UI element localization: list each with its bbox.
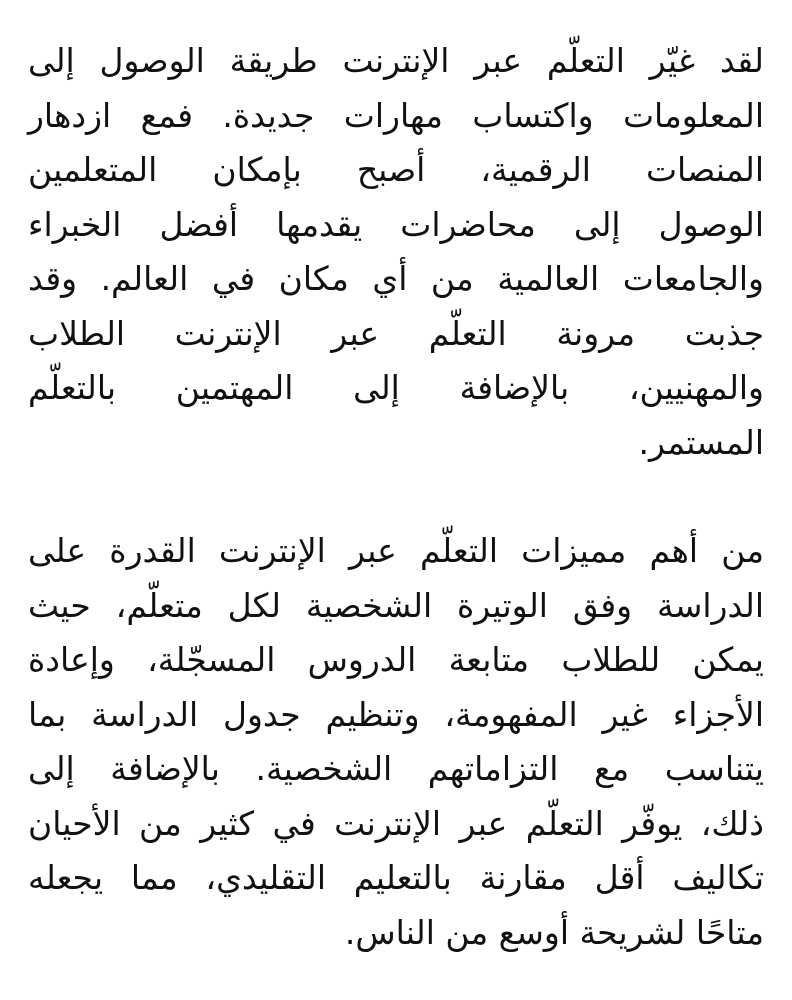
paragraph-spacer (28, 470, 764, 524)
paragraph-1 (28, 34, 764, 470)
article-body (28, 34, 764, 960)
paragraph-line: متاحًا لشريحة أوسع من الناس. (344, 912, 764, 952)
paragraph-line: لقد غيّر التعلّم عبر الإنترنت طريقة الوصول إلى (28, 41, 764, 80)
paragraph-line: ذلك، يوفّر التعلّم عبر الإنترنت في كثير من الأحيان (28, 803, 764, 843)
paragraph-line: المستمر. (638, 422, 764, 462)
paragraph-line: جذبت مرونة التعلّم عبر الإنترنت الطلاب (28, 313, 764, 353)
paragraph-line: المعلومات واكتساب مهارات جديدة. فمع ازدهار (28, 95, 764, 135)
paragraph-line: من أهم مميزات التعلّم عبر الإنترنت القدرة على (28, 531, 764, 570)
paragraph-2 (28, 524, 764, 960)
paragraph-line: يمكن للطلاب متابعة الدروس المسجّلة، وإعادة (28, 640, 764, 679)
paragraph-line: تكاليف أقل مقارنة بالتعليم التقليدي، مما يجعله (28, 858, 764, 897)
paragraph-line: الدراسة وفق الوتيرة الشخصية لكل متعلّم، حيث (28, 585, 764, 625)
paragraph-line: يتناسب مع التزاماتهم الشخصية. بالإضافة إلى (28, 749, 764, 788)
paragraph-line: المنصات الرقمية، أصبح بإمكان المتعلمين (28, 150, 764, 189)
paragraph-line: الوصول إلى محاضرات يقدمها أفضل الخبراء (28, 204, 764, 244)
paragraph-line: الأجزاء غير المفهومة، وتنظيم جدول الدراسة بما (28, 694, 764, 734)
paragraph-line: والمهنيين، بالإضافة إلى المهتمين بالتعلّم (28, 368, 764, 407)
paragraph-line: والجامعات العالمية من أي مكان في العالم. وقد (28, 259, 764, 298)
